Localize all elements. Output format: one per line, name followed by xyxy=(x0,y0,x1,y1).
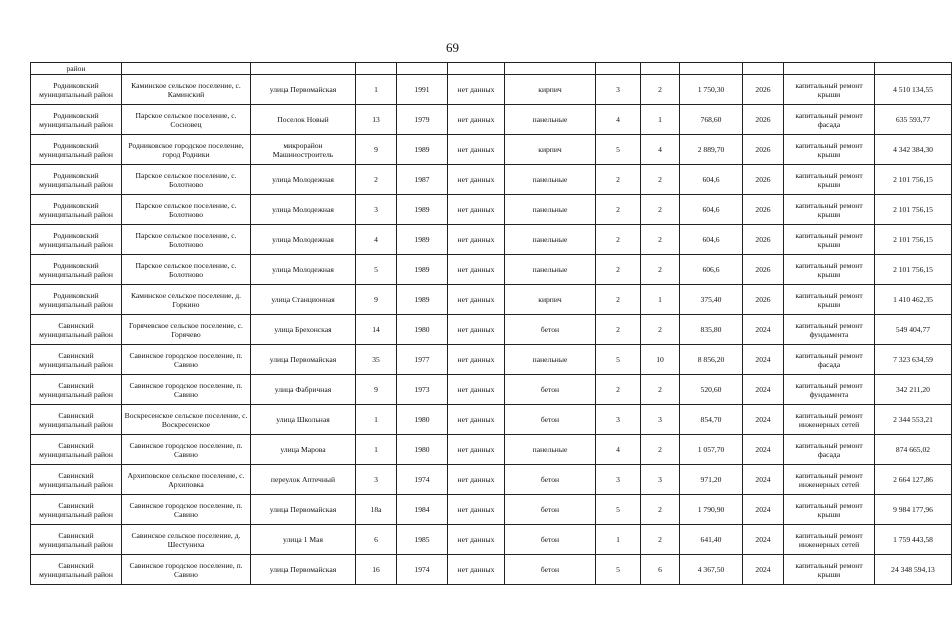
cell-wall-material: кирпич xyxy=(505,285,596,315)
cell-no-data: нет данных xyxy=(448,165,505,195)
cell-wall-material: бетон xyxy=(505,405,596,435)
cell-district: Родниковский муниципальный район xyxy=(31,285,122,315)
cell-wall-material: панельные xyxy=(505,225,596,255)
cell-repair-year: 2026 xyxy=(743,225,784,255)
cell-work-type: капитальный ремонт крыши xyxy=(784,285,875,315)
cell-no-data: нет данных xyxy=(448,525,505,555)
table-row xyxy=(31,165,952,195)
cell-house-number: 1 xyxy=(356,75,397,105)
cell-settlement: Родниковское городское поселение, город Родники xyxy=(122,135,251,165)
cell-wall-material: бетон xyxy=(505,465,596,495)
cell-house-number: 5 xyxy=(356,255,397,285)
cell-street: улица Молодежная xyxy=(251,225,356,255)
cell-empty xyxy=(875,63,952,75)
cell-cost: 2 101 756,15 xyxy=(875,195,952,225)
cell-settlement: Парское сельское поселение, с. Болотново xyxy=(122,255,251,285)
cell-work-type: капитальный ремонт крыши xyxy=(784,195,875,225)
cell-repair-year: 2024 xyxy=(743,315,784,345)
cell-entrances: 6 xyxy=(641,555,680,585)
table-row xyxy=(31,525,952,555)
cell-street: улица Первомайская xyxy=(251,75,356,105)
cell-year-built: 1979 xyxy=(397,105,448,135)
cell-wall-material: панельные xyxy=(505,195,596,225)
cell-street: улица Первомайская xyxy=(251,495,356,525)
table-row xyxy=(31,405,952,435)
cell-street: улица Станционная xyxy=(251,285,356,315)
cell-work-type: капитальный ремонт фасада xyxy=(784,105,875,135)
cell-work-type: капитальный ремонт крыши xyxy=(784,165,875,195)
cell-cost: 2 344 553,21 xyxy=(875,405,952,435)
cell-cost: 2 101 756,15 xyxy=(875,165,952,195)
cell-year-built: 1989 xyxy=(397,285,448,315)
cell-entrances: 2 xyxy=(641,255,680,285)
cell-year-built: 1991 xyxy=(397,75,448,105)
cell-year-built: 1973 xyxy=(397,375,448,405)
cell-floors: 5 xyxy=(596,495,641,525)
cell-entrances: 3 xyxy=(641,405,680,435)
cell-street: улица Молодежная xyxy=(251,165,356,195)
cell-floors: 4 xyxy=(596,105,641,135)
cell-area: 604,6 xyxy=(680,195,743,225)
cell-cost: 7 323 634,59 xyxy=(875,345,952,375)
cell-settlement: Савинское городское поселение, п. Савино xyxy=(122,345,251,375)
cell-area: 375,40 xyxy=(680,285,743,315)
cell-district: Родниковский муниципальный район xyxy=(31,165,122,195)
cell-no-data: нет данных xyxy=(448,135,505,165)
cell-street: улица Марова xyxy=(251,435,356,465)
cell-settlement: Каминское сельское поселение, с. Каминский xyxy=(122,75,251,105)
cell-work-type: капитальный ремонт фундамента xyxy=(784,315,875,345)
cell-area: 641,40 xyxy=(680,525,743,555)
cell-street: Поселок Новый xyxy=(251,105,356,135)
cell-cost: 874 665,02 xyxy=(875,435,952,465)
table-row xyxy=(31,375,952,405)
cell-repair-year: 2026 xyxy=(743,195,784,225)
cell-no-data: нет данных xyxy=(448,285,505,315)
cell-empty xyxy=(641,63,680,75)
cell-no-data: нет данных xyxy=(448,255,505,285)
cell-empty xyxy=(122,63,251,75)
cell-wall-material: панельные xyxy=(505,105,596,135)
cell-district: Савинский муниципальный район xyxy=(31,555,122,585)
cell-street: улица Фабричная xyxy=(251,375,356,405)
cell-empty xyxy=(356,63,397,75)
cell-repair-year: 2024 xyxy=(743,435,784,465)
cell-repair-year: 2026 xyxy=(743,75,784,105)
cell-street: улица Первомайская xyxy=(251,345,356,375)
cell-empty xyxy=(251,63,356,75)
cell-district: Савинский муниципальный район xyxy=(31,525,122,555)
cell-floors: 1 xyxy=(596,525,641,555)
cell-entrances: 2 xyxy=(641,75,680,105)
cell-street: улица Молодежная xyxy=(251,255,356,285)
cell-area: 604,6 xyxy=(680,225,743,255)
cell-district: Савинский муниципальный район xyxy=(31,435,122,465)
cell-settlement: Парское сельское поселение, с. Болотново xyxy=(122,165,251,195)
cell-work-type: капитальный ремонт фасада xyxy=(784,435,875,465)
cell-settlement: Савинское городское поселение, п. Савино xyxy=(122,435,251,465)
cell-empty xyxy=(505,63,596,75)
cell-street: улица Брехонская xyxy=(251,315,356,345)
cell-entrances: 2 xyxy=(641,435,680,465)
cell-cost: 1 759 443,58 xyxy=(875,525,952,555)
cell-street: улица Молодежная xyxy=(251,195,356,225)
cell-district: Родниковский муниципальный район xyxy=(31,195,122,225)
cell-repair-year: 2026 xyxy=(743,135,784,165)
cell-year-built: 1977 xyxy=(397,345,448,375)
cell-floors: 2 xyxy=(596,285,641,315)
cell-wall-material: панельные xyxy=(505,435,596,465)
cell-year-built: 1980 xyxy=(397,405,448,435)
cell-work-type: капитальный ремонт крыши xyxy=(784,555,875,585)
cell-cost: 2 664 127,86 xyxy=(875,465,952,495)
cell-cost: 9 984 177,96 xyxy=(875,495,952,525)
cell-no-data: нет данных xyxy=(448,435,505,465)
continued-row xyxy=(31,63,952,75)
cell-entrances: 2 xyxy=(641,225,680,255)
cell-entrances: 2 xyxy=(641,165,680,195)
page-number: 69 xyxy=(446,40,459,55)
cell-floors: 5 xyxy=(596,135,641,165)
cell-cost: 1 410 462,35 xyxy=(875,285,952,315)
cell-wall-material: панельные xyxy=(505,165,596,195)
cell-entrances: 4 xyxy=(641,135,680,165)
cell-repair-year: 2024 xyxy=(743,495,784,525)
cell-entrances: 2 xyxy=(641,525,680,555)
cell-wall-material: кирпич xyxy=(505,135,596,165)
cell-area: 8 856,20 xyxy=(680,345,743,375)
cell-no-data: нет данных xyxy=(448,405,505,435)
cell-floors: 2 xyxy=(596,165,641,195)
cell-street: улица Школьная xyxy=(251,405,356,435)
cell-repair-year: 2026 xyxy=(743,285,784,315)
cell-no-data: нет данных xyxy=(448,465,505,495)
cell-house-number: 4 xyxy=(356,225,397,255)
cell-house-number: 18а xyxy=(356,495,397,525)
cell-settlement: Савинское городское поселение, п. Савино xyxy=(122,495,251,525)
cell-street: улица 1 Мая xyxy=(251,525,356,555)
cell-no-data: нет данных xyxy=(448,555,505,585)
cell-empty xyxy=(448,63,505,75)
cell-work-type: капитальный ремонт инженерных сетей xyxy=(784,405,875,435)
cell-wall-material: бетон xyxy=(505,315,596,345)
cell-district: Родниковский муниципальный район xyxy=(31,135,122,165)
cell-wall-material: кирпич xyxy=(505,75,596,105)
cell-year-built: 1989 xyxy=(397,255,448,285)
cell-year-built: 1980 xyxy=(397,315,448,345)
table-row xyxy=(31,285,952,315)
cell-area: 606,6 xyxy=(680,255,743,285)
cell-repair-year: 2024 xyxy=(743,525,784,555)
cell-work-type: капитальный ремонт фасада xyxy=(784,345,875,375)
cell-district: Родниковский муниципальный район xyxy=(31,75,122,105)
cell-floors: 2 xyxy=(596,225,641,255)
cell-wall-material: бетон xyxy=(505,375,596,405)
cell-no-data: нет данных xyxy=(448,345,505,375)
cell-empty xyxy=(596,63,641,75)
cell-entrances: 2 xyxy=(641,375,680,405)
cell-house-number: 1 xyxy=(356,405,397,435)
cell-area: 1 750,30 xyxy=(680,75,743,105)
cell-cost: 2 101 756,15 xyxy=(875,255,952,285)
cell-wall-material: панельные xyxy=(505,255,596,285)
table-row xyxy=(31,435,952,465)
table-row xyxy=(31,465,952,495)
cell-year-built: 1989 xyxy=(397,135,448,165)
cell-entrances: 1 xyxy=(641,285,680,315)
table-row xyxy=(31,75,952,105)
cell-house-number: 14 xyxy=(356,315,397,345)
cell-settlement: Савинское городское поселение, п. Савино xyxy=(122,555,251,585)
cell-district: Родниковский муниципальный район xyxy=(31,105,122,135)
cell-floors: 2 xyxy=(596,255,641,285)
cell-no-data: нет данных xyxy=(448,375,505,405)
housing-repair-table xyxy=(30,62,952,585)
cell-no-data: нет данных xyxy=(448,195,505,225)
cell-house-number: 13 xyxy=(356,105,397,135)
cell-settlement: Горячевское сельское поселение, с. Горячево xyxy=(122,315,251,345)
cell-work-type: капитальный ремонт инженерных сетей xyxy=(784,465,875,495)
cell-work-type: капитальный ремонт крыши xyxy=(784,495,875,525)
cell-district: Савинский муниципальный район xyxy=(31,465,122,495)
table-row xyxy=(31,135,952,165)
cell-repair-year: 2024 xyxy=(743,405,784,435)
cell-settlement: Парское сельское поселение, с. Болотново xyxy=(122,195,251,225)
cell-year-built: 1989 xyxy=(397,225,448,255)
cell-empty xyxy=(784,63,875,75)
table-row xyxy=(31,225,952,255)
cell-empty xyxy=(397,63,448,75)
cell-house-number: 3 xyxy=(356,195,397,225)
cell-settlement: Парское сельское поселение, с. Сосновец xyxy=(122,105,251,135)
cell-house-number: 6 xyxy=(356,525,397,555)
cell-no-data: нет данных xyxy=(448,315,505,345)
cell-entrances: 1 xyxy=(641,105,680,135)
cell-empty xyxy=(743,63,784,75)
cell-work-type: капитальный ремонт крыши xyxy=(784,135,875,165)
cell-district: Савинский муниципальный район xyxy=(31,315,122,345)
cell-district: Родниковский муниципальный район xyxy=(31,255,122,285)
cell-year-built: 1989 xyxy=(397,195,448,225)
cell-area: 604,6 xyxy=(680,165,743,195)
cell-area: 4 367,50 xyxy=(680,555,743,585)
cell-district: район xyxy=(31,63,122,75)
cell-house-number: 2 xyxy=(356,165,397,195)
cell-repair-year: 2024 xyxy=(743,555,784,585)
cell-floors: 2 xyxy=(596,315,641,345)
cell-area: 768,60 xyxy=(680,105,743,135)
cell-wall-material: панельные xyxy=(505,345,596,375)
cell-entrances: 2 xyxy=(641,195,680,225)
cell-entrances: 2 xyxy=(641,495,680,525)
cell-year-built: 1984 xyxy=(397,495,448,525)
table-row xyxy=(31,315,952,345)
cell-wall-material: бетон xyxy=(505,555,596,585)
cell-area: 520,60 xyxy=(680,375,743,405)
cell-street: переулок Аптечный xyxy=(251,465,356,495)
cell-area: 854,70 xyxy=(680,405,743,435)
cell-cost: 635 593,77 xyxy=(875,105,952,135)
cell-entrances: 3 xyxy=(641,465,680,495)
table-row xyxy=(31,345,952,375)
cell-floors: 3 xyxy=(596,465,641,495)
cell-house-number: 35 xyxy=(356,345,397,375)
cell-street: микрорайон Машиностроитель xyxy=(251,135,356,165)
cell-district: Савинский муниципальный район xyxy=(31,375,122,405)
cell-cost: 24 348 594,13 xyxy=(875,555,952,585)
cell-repair-year: 2024 xyxy=(743,375,784,405)
cell-repair-year: 2024 xyxy=(743,465,784,495)
cell-work-type: капитальный ремонт крыши xyxy=(784,255,875,285)
cell-floors: 4 xyxy=(596,435,641,465)
table-row xyxy=(31,555,952,585)
cell-wall-material: бетон xyxy=(505,525,596,555)
cell-repair-year: 2026 xyxy=(743,255,784,285)
cell-settlement: Савинское сельское поселение, д. Шестуниха xyxy=(122,525,251,555)
cell-floors: 2 xyxy=(596,195,641,225)
cell-settlement: Парское сельское поселение, с. Болотново xyxy=(122,225,251,255)
cell-house-number: 3 xyxy=(356,465,397,495)
cell-entrances: 10 xyxy=(641,345,680,375)
cell-work-type: капитальный ремонт фундамента xyxy=(784,375,875,405)
table-row xyxy=(31,105,952,135)
cell-area: 1 790,90 xyxy=(680,495,743,525)
cell-area: 971,20 xyxy=(680,465,743,495)
cell-no-data: нет данных xyxy=(448,225,505,255)
cell-area: 835,80 xyxy=(680,315,743,345)
cell-settlement: Савинское городское поселение, п. Савино xyxy=(122,375,251,405)
cell-house-number: 1 xyxy=(356,435,397,465)
cell-district: Родниковский муниципальный район xyxy=(31,225,122,255)
cell-work-type: капитальный ремонт крыши xyxy=(784,225,875,255)
cell-year-built: 1980 xyxy=(397,435,448,465)
cell-street: улица Первомайская xyxy=(251,555,356,585)
cell-district: Савинский муниципальный район xyxy=(31,345,122,375)
cell-wall-material: бетон xyxy=(505,495,596,525)
cell-no-data: нет данных xyxy=(448,495,505,525)
cell-settlement: Каминское сельское поселение, д. Горкино xyxy=(122,285,251,315)
cell-year-built: 1974 xyxy=(397,465,448,495)
cell-cost: 4 510 134,55 xyxy=(875,75,952,105)
cell-repair-year: 2026 xyxy=(743,105,784,135)
cell-work-type: капитальный ремонт инженерных сетей xyxy=(784,525,875,555)
cell-no-data: нет данных xyxy=(448,105,505,135)
cell-settlement: Воскресенское сельское поселение, с. Воскресенское xyxy=(122,405,251,435)
cell-entrances: 2 xyxy=(641,315,680,345)
cell-floors: 3 xyxy=(596,75,641,105)
cell-floors: 3 xyxy=(596,405,641,435)
cell-area: 2 889,70 xyxy=(680,135,743,165)
cell-house-number: 9 xyxy=(356,135,397,165)
cell-floors: 2 xyxy=(596,375,641,405)
cell-year-built: 1985 xyxy=(397,525,448,555)
cell-repair-year: 2026 xyxy=(743,165,784,195)
cell-cost: 4 342 384,30 xyxy=(875,135,952,165)
cell-house-number: 9 xyxy=(356,375,397,405)
cell-no-data: нет данных xyxy=(448,75,505,105)
cell-repair-year: 2024 xyxy=(743,345,784,375)
table-row xyxy=(31,195,952,225)
cell-year-built: 1974 xyxy=(397,555,448,585)
cell-cost: 342 211,20 xyxy=(875,375,952,405)
cell-district: Савинский муниципальный район xyxy=(31,405,122,435)
cell-empty xyxy=(680,63,743,75)
cell-settlement: Архиповское сельское поселение, с. Архиповка xyxy=(122,465,251,495)
table-row xyxy=(31,495,952,525)
cell-house-number: 16 xyxy=(356,555,397,585)
cell-floors: 5 xyxy=(596,555,641,585)
cell-cost: 549 404,77 xyxy=(875,315,952,345)
cell-floors: 5 xyxy=(596,345,641,375)
cell-work-type: капитальный ремонт крыши xyxy=(784,75,875,105)
cell-area: 1 057,70 xyxy=(680,435,743,465)
cell-district: Савинский муниципальный район xyxy=(31,495,122,525)
cell-cost: 2 101 756,15 xyxy=(875,225,952,255)
cell-year-built: 1987 xyxy=(397,165,448,195)
cell-house-number: 9 xyxy=(356,285,397,315)
table-row xyxy=(31,255,952,285)
